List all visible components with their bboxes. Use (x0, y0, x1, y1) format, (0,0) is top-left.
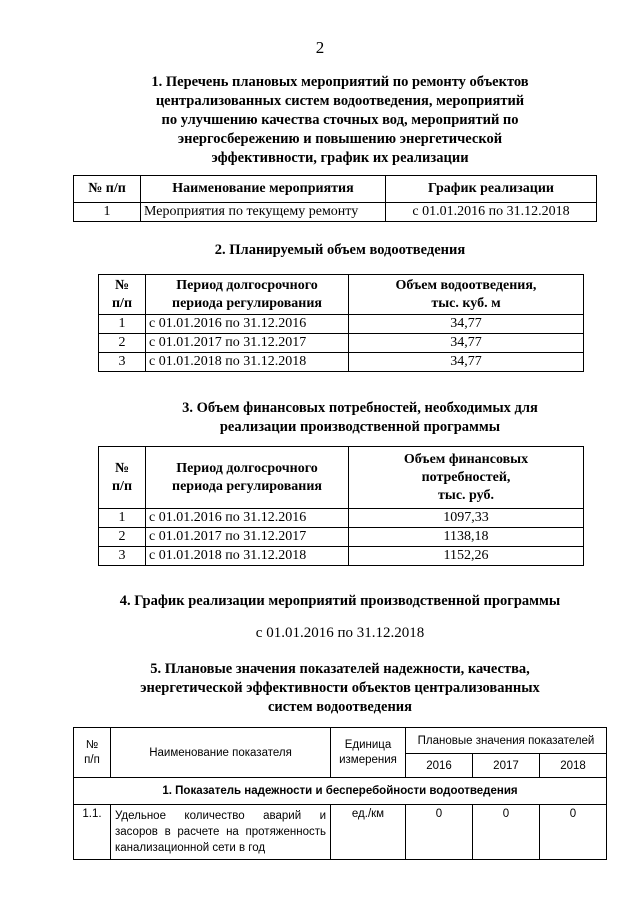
header-year-2018: 2018 (539, 754, 606, 778)
volume-table (98, 274, 584, 372)
table-row: 2 с 01.01.2017 по 31.12.2017 1138,18 (99, 528, 584, 547)
header-year-2016: 2016 (406, 754, 473, 778)
table-row: 1 с 01.01.2016 по 31.12.2016 1097,33 (99, 509, 584, 528)
table-row: 3 с 01.01.2018 по 31.12.2018 34,77 (99, 353, 584, 372)
header-volume: Объем водоотведения, тыс. куб. м (349, 275, 584, 315)
activities-table (73, 175, 597, 222)
table-row: 3 с 01.01.2018 по 31.12.2018 1152,26 (99, 547, 584, 566)
table-row: 2 с 01.01.2017 по 31.12.2017 34,77 (99, 334, 584, 353)
section-4-title: 4. График реализации мероприятий производственной программы (119, 593, 561, 609)
table-row: 1 с 01.01.2016 по 31.12.2016 34,77 (99, 315, 584, 334)
header-period: Период долгосрочного периода регулирования (146, 275, 349, 315)
header-activity: Наименование мероприятия (141, 176, 386, 203)
financial-table (98, 446, 584, 566)
table-row: 1 Мероприятия по текущему ремонту с 01.01.2016 по 31.12.2018 (74, 203, 597, 222)
header-period: Период долгосрочного периода регулирования (146, 447, 349, 509)
table-row: 1.1. Удельное количество аварий и засоров в расчете на протяженность канализационной сети в год ед./км 0 0 0 (74, 805, 607, 860)
section-3-title: 3. Объем финансовых потребностей, необходимых для реализации производственной программы (182, 400, 538, 435)
header-indicator-name: Наименование показателя (111, 728, 331, 778)
header-num: № п/п (99, 275, 146, 315)
header-num: № п/п (74, 728, 111, 778)
header-year-2017: 2017 (472, 754, 539, 778)
header-unit: Единица измерения (331, 728, 406, 778)
schedule-period: с 01.01.2016 по 31.12.2018 (255, 625, 425, 641)
header-num: № п/п (74, 176, 141, 203)
section-1-title: 1. Перечень плановых мероприятий по ремонту объектов централизованных систем водоотведения, мероприятий по улучшению качества сточных вод, мероприятий по энергосбережению и повышению энергетической эффективности, график их реализации (151, 74, 529, 166)
section-row: 1. Показатель надежности и бесперебойности водоотведения (74, 778, 607, 805)
section-2-title: 2. Планируемый объем водоотведения (214, 242, 466, 258)
page-number: 2 (315, 38, 325, 57)
header-num: № п/п (99, 447, 146, 509)
header-financial: Объем финансовых потребностей, тыс. руб. (349, 447, 584, 509)
indicators-table (73, 727, 607, 860)
header-schedule: График реализации (386, 176, 597, 203)
header-planned-values: Плановые значения показателей (406, 728, 607, 754)
section-5-title: 5. Плановые значения показателей надежности, качества, энергетической эффективности объектов централизованных систем водоотведения (140, 661, 540, 715)
